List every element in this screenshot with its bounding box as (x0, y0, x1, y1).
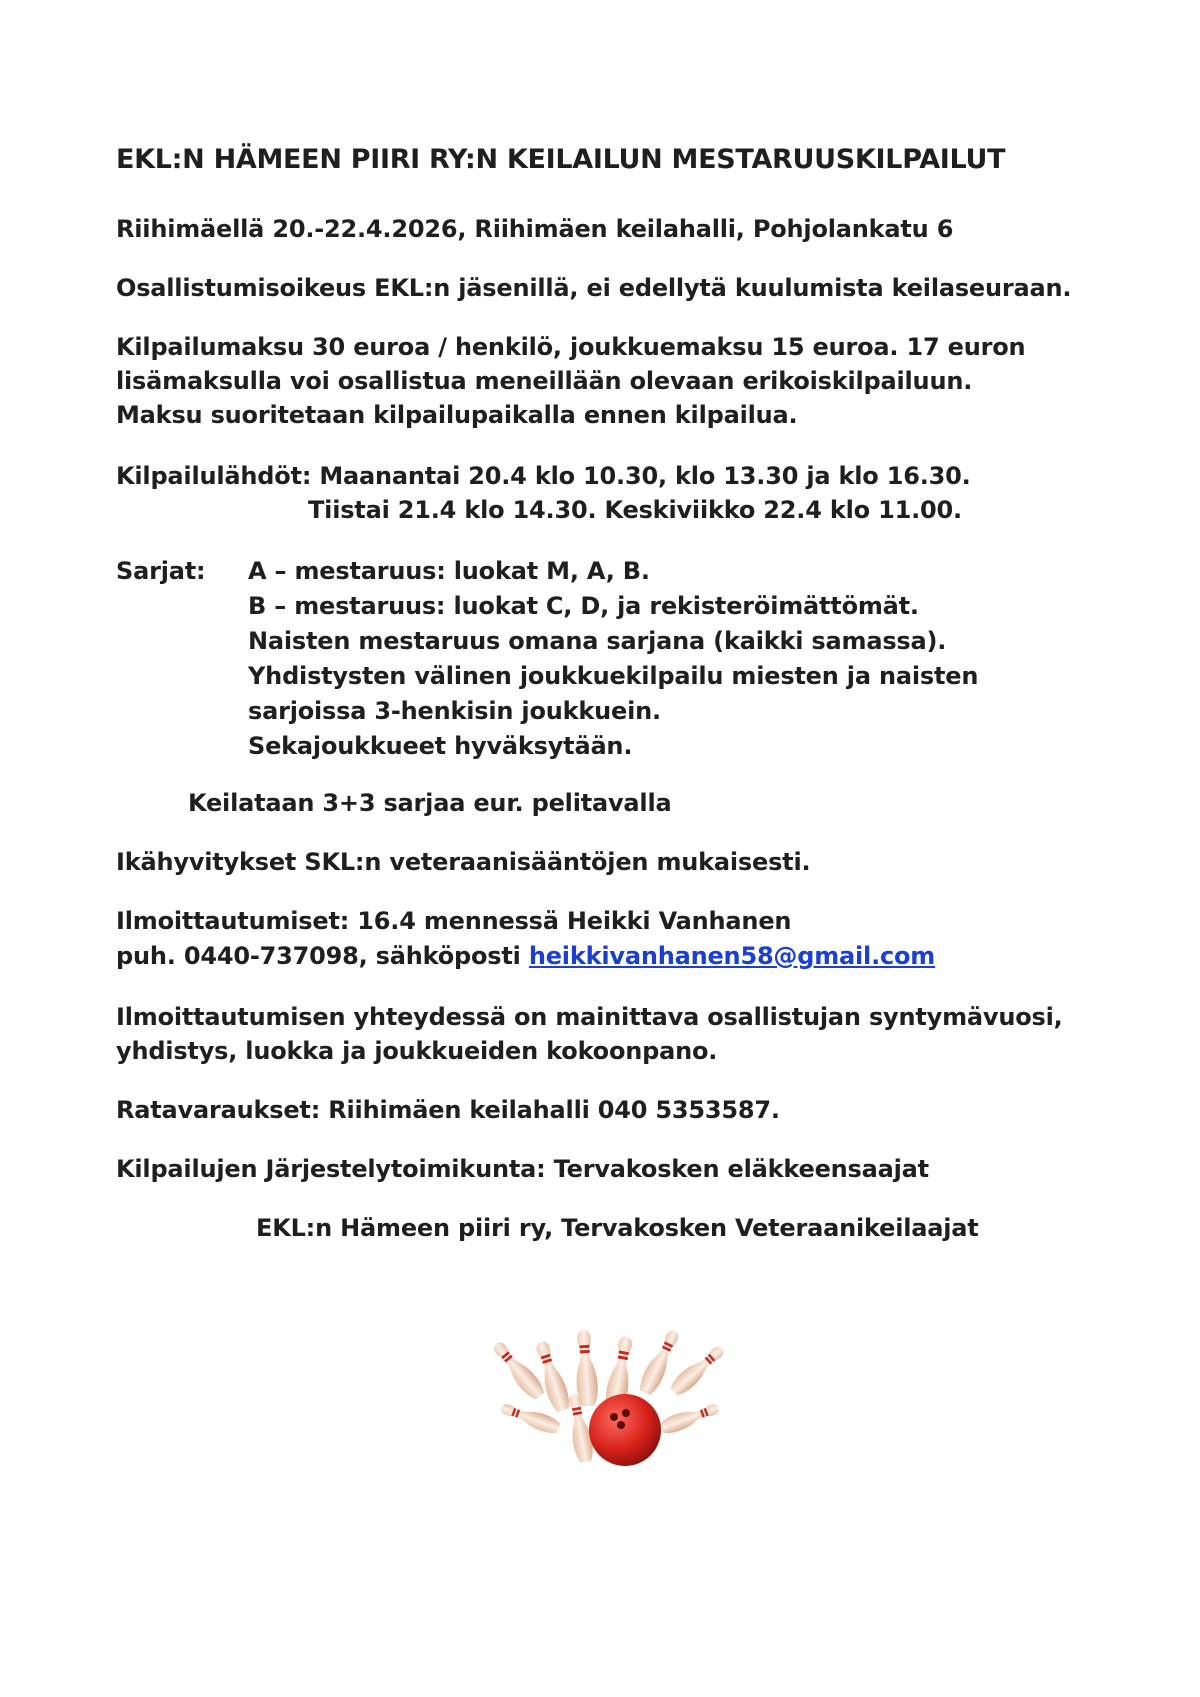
series-label: Sarjat: (116, 557, 206, 585)
registration-info-line: yhdistys, luokka ja joukkueiden kokoonpano. (116, 1037, 718, 1065)
pin-shape (659, 1400, 722, 1437)
pin-shape (668, 1342, 728, 1398)
registration-line: Ilmoittautumiset: 16.4 mennessä Heikki Vanhanen (116, 907, 792, 935)
age-handicap-line: Ikähyvitykset SKL:n veteraanisääntöjen mukaisesti. (116, 848, 811, 876)
series-item: Yhdistysten välinen joukkuekilpailu miesten ja naisten (248, 662, 979, 690)
series-item: Sekajoukkueet hyväksytään. (248, 732, 633, 760)
fee-line: lisämaksulla voi osallistua meneillään olevaan erikoiskilpailuun. (116, 367, 973, 395)
fee-line: Maksu suoritetaan kilpailupaikalla ennen kilpailua. (116, 401, 798, 429)
venue-line: Riihimäellä 20.-22.4.2026, Riihimäen keilahalli, Pohjolankatu 6 (116, 215, 954, 243)
eligibility-line: Osallistumisoikeus EKL:n jäsenillä, ei edellytä kuulumista keilaseuraan. (116, 274, 1072, 302)
starts-line: Kilpailulähdöt: Maanantai 20.4 klo 10.30, klo 13.30 ja klo 16.30. (116, 462, 971, 490)
registration-phone: puh. 0440-737098, sähköposti (116, 942, 529, 970)
email-link[interactable]: heikkivanhanen58@gmail.com (528, 942, 936, 970)
organizers-line: EKL:n Hämeen piiri ry, Tervakosken Veteraanikeilaajat (256, 1214, 979, 1242)
fee-line: Kilpailumaksu 30 euroa / henkilö, joukkuemaksu 15 euroa. 17 euron (116, 333, 1026, 361)
pin-shape (499, 1400, 562, 1437)
series-item: A – mestaruus: luokat M, A, B. (248, 557, 650, 585)
starts-line: Tiistai 21.4 klo 14.30. Keskiviikko 22.4 klo 11.00. (308, 496, 962, 524)
series-item: sarjoissa 3-henkisin joukkuein. (248, 697, 661, 725)
series-item: Naisten mestaruus omana sarjana (kaikki samassa). (248, 627, 947, 655)
bowling-pins-icon (490, 1318, 730, 1478)
pin-shape (531, 1339, 572, 1414)
page-title: EKL:N HÄMEEN PIIRI RY:N KEILAILUN MESTARUUSKILPAILUT (116, 144, 1006, 175)
format-line: Keilataan 3+3 sarjaa eur. pelitavalla (188, 789, 672, 817)
lane-booking-line: Ratavaraukset: Riihimäen keilahalli 040 5353587. (116, 1096, 780, 1124)
registration-info-line: Ilmoittautumisen yhteydessä on mainittava osallistujan syntymävuosi, (116, 1003, 1063, 1031)
bowling-ball-icon (589, 1394, 661, 1466)
registration-contact (116, 939, 935, 973)
committee-line: Kilpailujen Järjestelytoimikunta: Tervakosken eläkkeensaajat (116, 1155, 929, 1183)
series-item: B – mestaruus: luokat C, D, ja rekisteröimättömät. (248, 592, 919, 620)
